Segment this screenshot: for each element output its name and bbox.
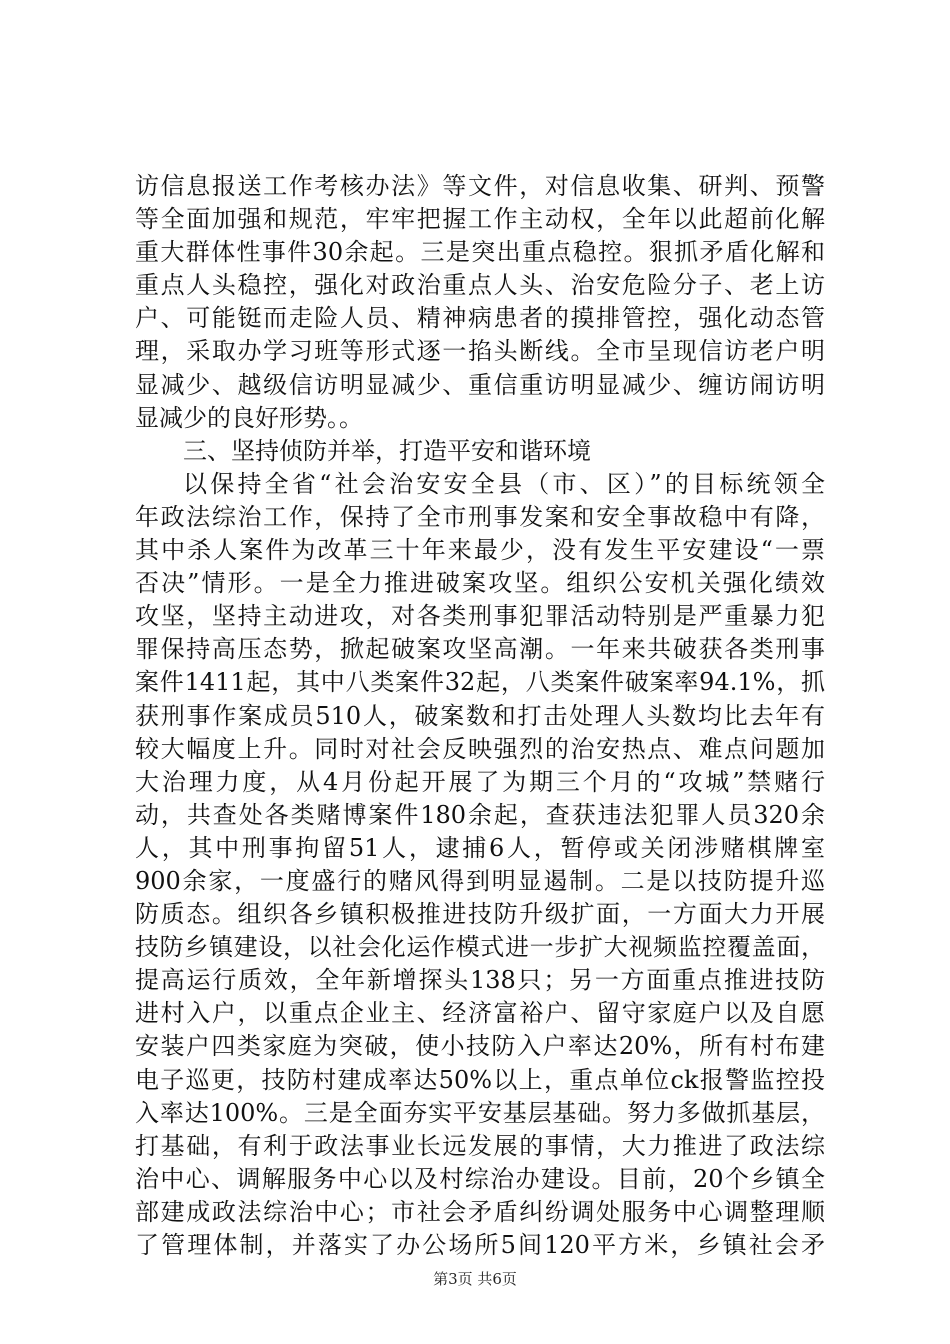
text-line: 进村入户，以重点企业主、经济富裕户、留守家庭户以及自愿 xyxy=(135,999,825,1028)
text-line: 治中心、调解服务中心以及村综治办建设。目前，20个乡镇全 xyxy=(135,1164,825,1193)
text-line: 显减少、越级信访明显减少、重信重访明显减少、缠访闹访明 xyxy=(135,370,825,399)
text-line: 重点人头稳控，强化对政治重点人头、治安危险分子、老上访 xyxy=(135,271,825,300)
section-heading: 三、坚持侦防并举，打造平安和谐环境 xyxy=(183,436,591,465)
text-line: 理，采取办学习班等形式逐一掐头断线。全市呈现信访老户明 xyxy=(135,337,825,366)
text-line: 案件1411起，其中八类案件32起，八类案件破案率94.1%，抓 xyxy=(135,668,825,697)
text-line: 访信息报送工作考核办法》等文件，对信息收集、研判、预警 xyxy=(135,172,825,200)
text-line: 提高运行质效，全年新增探头138只；另一方面重点推进技防 xyxy=(135,966,825,995)
text-line: 显减少的良好形势。。 xyxy=(135,403,363,432)
text-line: 获刑事作案成员510人，破案数和打击处理人头数均比去年有 xyxy=(135,701,825,730)
text-line: 其中杀人案件为改革三十年来最少，没有发生平安建设“一票 xyxy=(135,536,825,565)
text-line: 技防乡镇建设，以社会化运作模式进一步扩大视频监控覆盖面， xyxy=(135,933,825,962)
page-number-footer: 第3页 共6页 xyxy=(433,1270,517,1288)
text-line: 了管理体制，并落实了办公场所5间120平方米，乡镇社会矛 xyxy=(135,1231,825,1259)
text-line: 较大幅度上升。同时对社会反映强烈的治安热点、难点问题加 xyxy=(135,734,825,763)
text-line: 攻坚，坚持主动进攻，对各类刑事犯罪活动特别是严重暴力犯 xyxy=(135,602,825,631)
text-line: 入率达100%。三是全面夯实平安基层基础。努力多做抓基层， xyxy=(135,1098,825,1127)
text-line: 部建成政法综治中心；市社会矛盾纠纷调处服务中心调整理顺 xyxy=(135,1197,825,1226)
text-line: 等全面加强和规范，牢牢把握工作主动权，全年以此超前化解 xyxy=(135,205,825,234)
text-line: 安装户四类家庭为突破，使小技防入户率达20%，所有村布建 xyxy=(135,1032,825,1061)
text-line: 大治理力度，从4月份起开展了为期三个月的“攻城”禁赌行 xyxy=(135,767,825,796)
text-line: 电子巡更，技防村建成率达50%以上，重点单位ck报警监控投 xyxy=(135,1065,825,1094)
text-line: 重大群体性事件30余起。三是突出重点稳控。狠抓矛盾化解和 xyxy=(135,238,825,267)
text-line: 防质态。组织各乡镇积极推进技防升级扩面，一方面大力开展 xyxy=(135,900,825,929)
text-line: 900余家，一度盛行的赌风得到明显遏制。二是以技防提升巡 xyxy=(135,866,825,895)
text-line: 动，共查处各类赌博案件180余起，查获违法犯罪人员320余 xyxy=(135,800,825,829)
text-line: 人，其中刑事拘留51人，逮捕6人，暂停或关闭涉赌棋牌室 xyxy=(135,833,825,862)
text-line: 否决”情形。一是全力推进破案攻坚。组织公安机关强化绩效 xyxy=(135,569,825,598)
text-line: 罪保持高压态势，掀起破案攻坚高潮。一年来共破获各类刑事 xyxy=(135,635,825,664)
text-line: 年政法综治工作，保持了全市刑事发案和安全事故稳中有降， xyxy=(135,502,825,531)
text-line: 以保持全省“社会治安安全县（市、区）”的目标统领全 xyxy=(183,469,825,498)
text-line: 打基础，有利于政法事业长远发展的事情，大力推进了政法综 xyxy=(135,1131,825,1160)
text-line: 户、可能铤而走险人员、精神病患者的摸排管控，强化动态管 xyxy=(135,304,825,333)
body-text xyxy=(135,170,825,1262)
